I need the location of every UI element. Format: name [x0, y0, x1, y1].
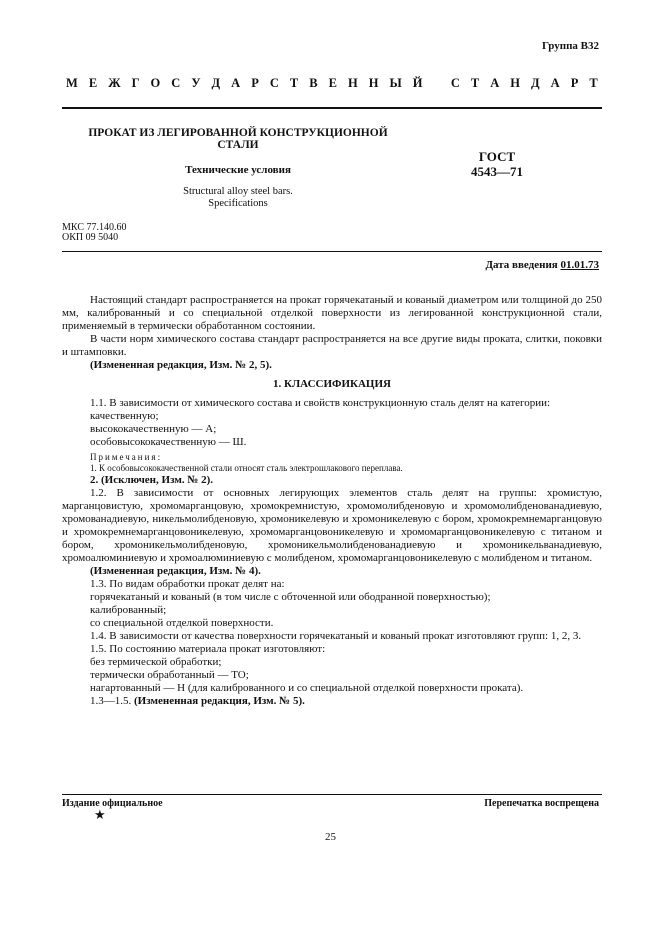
paragraph: В части норм химического состава стандарт распространяется на все другие виды проката, слитки, поковки и штамповки. [62, 333, 602, 358]
english-title [68, 186, 408, 210]
banner-letter: В [309, 76, 318, 90]
list-item: со специальной отделкой поверхности. [90, 617, 274, 629]
list-item: калиброванный; [90, 604, 167, 616]
date-value: 01.01.73 [560, 259, 599, 271]
list-item: качественную; [90, 410, 159, 422]
banner-letter: С [450, 76, 460, 90]
amendment-note: (Измененная редакция, Изм. № 4). [90, 565, 261, 577]
middle-rule [62, 251, 602, 252]
clause-range: 1.3—1.5. [90, 695, 134, 707]
mks-code: МКС 77.140.60 [62, 222, 127, 233]
note: 1. К особовысококачественной стали относят сталь электрошлакового переплава. [90, 463, 403, 473]
banner-letter: Н [510, 76, 520, 90]
reprint-prohibited-label: Перепечатка воспрещена [484, 798, 599, 809]
banner-letter: Й [412, 76, 423, 90]
banner-letter: Е [328, 76, 337, 90]
list-item: высококачественную — А; [90, 423, 217, 435]
official-edition-label: Издание официальное [62, 798, 163, 809]
title-line: ПРОКАТ ИЗ ЛЕГИРОВАННОЙ КОНСТРУКЦИОННОЙ [88, 127, 388, 139]
paragraph: Настоящий стандарт распространяется на прокат горячекатаный и кованый диаметром или толщиной до 250 мм, калиброванный и со специальной отделкой поверхности из легированной конструкционной стали, применяемый в термически обработанном состоянии. [62, 294, 602, 332]
banner-letter: Д [531, 76, 540, 90]
banner-letter: Е [88, 76, 98, 90]
gost-label: ГОСТ [478, 149, 516, 164]
gost-number: 4543—71 [471, 164, 523, 179]
banner-letter: Т [289, 76, 299, 90]
amendment-note [62, 695, 602, 708]
banner-letter: Г [131, 76, 140, 90]
banner-letter: Ы [389, 76, 402, 90]
paragraph: 1.3. По видам обработки прокат делят на: [90, 578, 285, 590]
english-title-line: Specifications [208, 198, 268, 209]
paragraph: 1.4. В зависимости от качества поверхности горячекатаный и кованый прокат изготовляют групп: 1, 2, 3. [90, 630, 582, 642]
paragraph: 1.2. В зависимости от основных легирующих элементов сталь делят на группы: хромистую, марганцовистую, хромомарганцовую, хромокремнистую, хромомолибденовую и хромомолибденованадиевую, хромованадиевую, никельмолибденовую, хромоникелевую и хромоникелевую с бором, хромокремнемарганцовую и хромокремнемарганцовоникелевую, хромомарганцовоникелевую и хромомарганцовоникелевую с титаном и бором, хромоникельмолибденовую, хромоникельмолибденованадиевую и хромоникельванадиевую, хромоалюминиевую и хромоалюминиевую с молибденом, хромомарганцовоникелевую с молибденом и титаном. [62, 487, 602, 564]
banner-letter: С [269, 76, 279, 90]
banner-letter: Н [368, 76, 379, 90]
paragraph: 1.5. По состоянию материала прокат изготовляют: [90, 643, 326, 655]
document-body [62, 294, 602, 708]
note: 2. (Исключен, Изм. № 2). [90, 474, 214, 486]
banner-letter: Т [589, 76, 598, 90]
banner-gap [434, 76, 440, 91]
bottom-rule [62, 794, 602, 795]
banner-letter: А [231, 76, 241, 90]
list-item: без термической обработки; [90, 656, 222, 668]
gost-designation [462, 149, 532, 179]
banner-letter: О [150, 76, 161, 90]
classification-codes [62, 223, 126, 243]
amendment-text: (Измененная редакция, Изм. № 5). [134, 695, 305, 707]
banner-letter: А [490, 76, 500, 90]
group-code: Группа В32 [541, 40, 599, 52]
banner-letter: Р [251, 76, 259, 90]
star-icon: ★ [94, 807, 106, 822]
section-heading: 1. КЛАССИФИКАЦИЯ [273, 378, 391, 390]
english-title-line: Structural alloy steel bars. [183, 186, 293, 197]
notes-label: Примечания: [90, 452, 163, 462]
banner-letter: У [191, 76, 201, 90]
banner-letter: А [550, 76, 560, 90]
banner-letter: Р [570, 76, 579, 90]
banner-letter: Ж [108, 76, 121, 90]
okp-code: ОКП 09 5040 [62, 232, 119, 243]
banner-letter: Д [211, 76, 221, 90]
banner-letter: М [66, 76, 78, 90]
list-item: термически обработанный — ТО; [90, 669, 249, 681]
title-line: СТАЛИ [217, 139, 259, 151]
document-title [68, 127, 408, 151]
top-rule [62, 107, 602, 109]
amendment-note: (Измененная редакция, Изм. № 2, 5). [90, 359, 272, 371]
document-subtitle: Технические условия [185, 164, 291, 176]
introduction-date [485, 259, 599, 271]
banner-letter: Н [348, 76, 358, 90]
standard-banner [66, 76, 598, 91]
list-item: горячекатаный и кованый (в том числе с обточенной или ободранной поверхностью); [90, 591, 491, 603]
paragraph: 1.1. В зависимости от химического состава и свойств конструкционную сталь делят на категории: [90, 397, 551, 409]
list-item: особовысококачественную — Ш. [90, 436, 247, 448]
list-item: нагартованный — Н (для калиброванного и со специальной отделкой поверхности проката). [90, 682, 524, 694]
banner-letter: С [171, 76, 181, 90]
banner-letter: Т [470, 76, 480, 90]
date-label: Дата введения [485, 259, 561, 271]
page-number: 25 [325, 831, 336, 843]
